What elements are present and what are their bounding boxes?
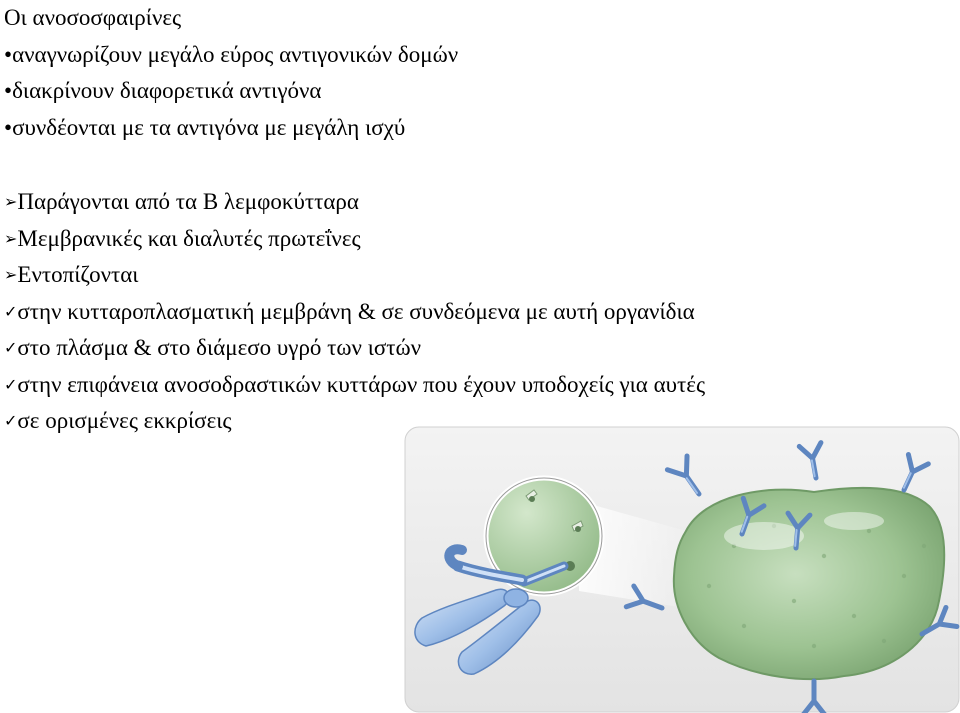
bullet-item bbox=[4, 37, 954, 74]
slide-title: Οι ανοσοσφαιρίνες bbox=[4, 5, 182, 30]
bullet-icon: • bbox=[4, 41, 13, 67]
bullet-text: συνδέονται με τα αντιγόνα με μεγάλη ισχύ bbox=[12, 114, 406, 140]
check-item bbox=[4, 294, 954, 331]
arrow-item bbox=[4, 184, 954, 221]
arrow-item-text: Παράγονται από τα Β λεμφοκύτταρα bbox=[17, 189, 359, 214]
bullet-text: αναγνωρίζουν μεγάλο εύρος αντιγονικών δομών bbox=[12, 41, 459, 67]
check-bullet-icon: ✓ bbox=[4, 374, 18, 394]
check-bullet-icon: ✓ bbox=[4, 301, 18, 321]
check-item bbox=[4, 330, 954, 367]
arrow-bullet-icon: ➢ bbox=[4, 192, 18, 211]
check-bullet-icon: ✓ bbox=[4, 411, 18, 430]
bullet-text: διακρίνουν διαφορετικά αντιγόνα bbox=[12, 78, 322, 103]
bullet-item bbox=[4, 73, 954, 110]
arrow-bullet-icon: ➢ bbox=[4, 265, 18, 284]
arrow-item-text: Μεμβρανικές και διαλυτές πρωτεΐνες bbox=[17, 225, 361, 251]
check-item-text: σε ορισμένες εκκρίσεις bbox=[17, 408, 232, 433]
slide-text bbox=[4, 0, 954, 440]
b-cell-illustration bbox=[404, 426, 960, 713]
check-bullet-icon: ✓ bbox=[4, 338, 18, 357]
arrow-item bbox=[4, 257, 954, 294]
check-item bbox=[4, 367, 894, 404]
bullet-icon: • bbox=[4, 114, 13, 140]
check-item-text: στο πλάσμα & στο διάμεσο υγρό των ιστών bbox=[17, 335, 422, 360]
arrow-bullet-icon: ➢ bbox=[4, 228, 18, 248]
bullet-item bbox=[4, 110, 954, 147]
check-item-text: στην κυτταροπλασματική μεμβράνη & σε συνδεόμενα με αυτή οργανίδια bbox=[17, 298, 695, 324]
bullet-icon: • bbox=[4, 78, 13, 103]
b-cell-membrane-antibodies-icon bbox=[404, 426, 960, 713]
arrow-item-text: Εντοπίζονται bbox=[17, 262, 139, 287]
arrow-item bbox=[4, 221, 954, 258]
spacer bbox=[4, 146, 954, 184]
check-item-text: στην επιφάνεια ανοσοδραστικών κυττάρων που έχουν υποδοχείς για αυτές bbox=[17, 371, 706, 397]
